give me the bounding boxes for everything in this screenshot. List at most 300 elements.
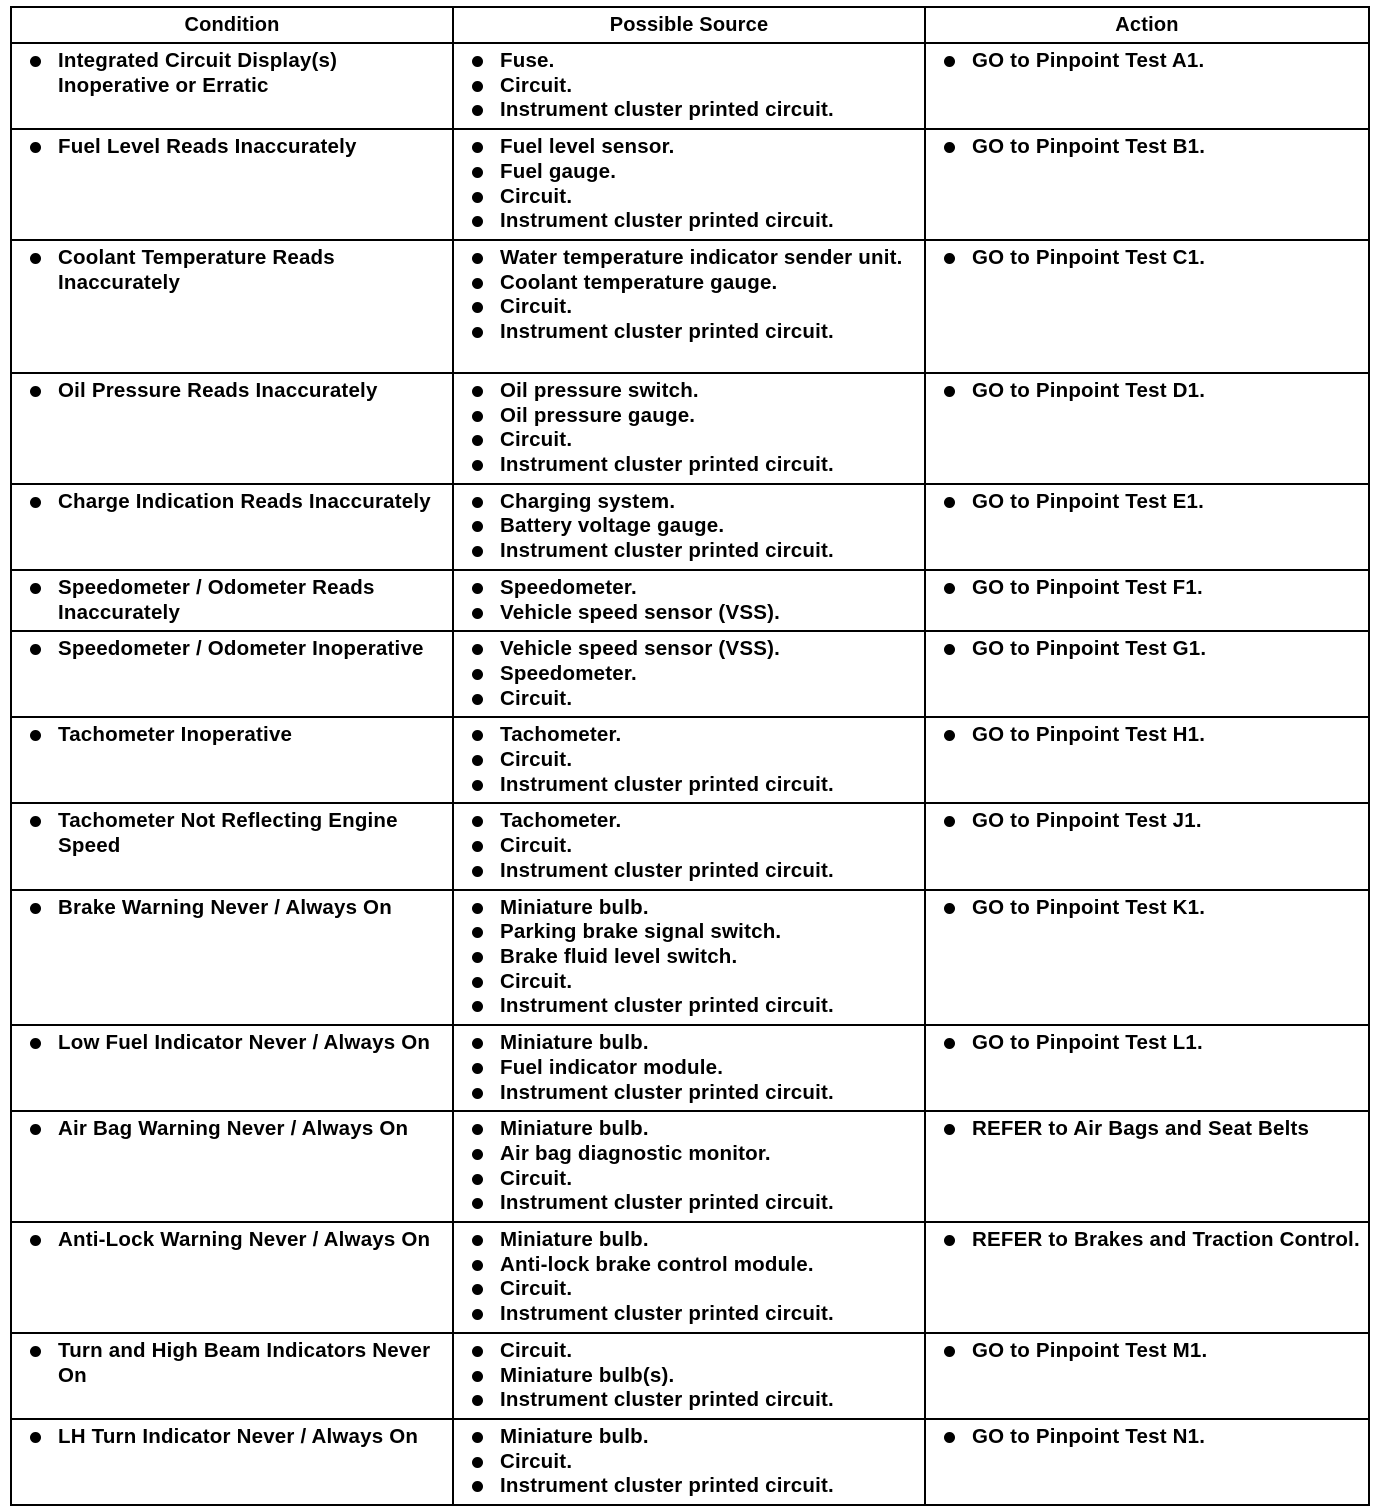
condition-cell <box>11 1025 453 1111</box>
source-item-text: Air bag diagnostic monitor. <box>500 1141 771 1165</box>
bullet-icon <box>30 1235 41 1246</box>
source-item <box>464 404 918 429</box>
bullet-icon <box>944 1235 955 1246</box>
source-item <box>464 994 918 1019</box>
source-item-text: Circuit. <box>500 73 573 97</box>
source-item <box>464 1081 918 1106</box>
source-item-text: Oil pressure gauge. <box>500 403 696 427</box>
action-item-text: GO to Pinpoint Test K1. <box>972 895 1206 919</box>
table-row <box>11 1222 1369 1333</box>
source-item <box>464 490 918 515</box>
action-cell <box>925 484 1369 570</box>
bullet-icon <box>30 142 41 153</box>
action-cell <box>925 890 1369 1026</box>
source-item-text: Vehicle speed sensor (VSS). <box>500 600 780 624</box>
condition-item <box>22 723 446 748</box>
bullet-icon <box>472 1371 483 1382</box>
bullet-icon <box>472 1457 483 1468</box>
bullet-icon <box>472 1395 483 1406</box>
source-item-text: Fuse. <box>500 49 555 72</box>
bullet-icon <box>30 816 41 827</box>
bullet-icon <box>30 253 41 264</box>
action-item <box>936 49 1362 74</box>
source-item-text: Instrument cluster printed circuit. <box>500 453 834 477</box>
bullet-icon <box>472 1174 483 1185</box>
action-item-text: GO to Pinpoint Test H1. <box>972 723 1206 747</box>
source-item-text: Circuit. <box>500 686 573 710</box>
condition-item <box>22 1228 446 1253</box>
condition-item <box>22 1339 446 1388</box>
condition-column-header: Condition <box>11 7 453 43</box>
source-item-text: Vehicle speed sensor (VSS). <box>500 637 780 661</box>
bullet-icon <box>944 142 955 153</box>
source-item <box>464 601 918 626</box>
bullet-icon <box>30 1124 41 1135</box>
action-item <box>936 1031 1362 1056</box>
possible-source-cell <box>453 1111 925 1222</box>
bullet-icon <box>472 167 483 178</box>
source-item-text: Miniature bulb. <box>500 895 649 919</box>
source-item <box>464 920 918 945</box>
source-item-text: Tachometer. <box>500 809 622 833</box>
condition-item <box>22 1031 446 1056</box>
possible-source-column-header: Possible Source <box>453 7 925 43</box>
bullet-icon <box>472 669 483 680</box>
condition-item-text: Speedometer / Odometer Reads Inaccurately <box>58 575 375 624</box>
bullet-icon <box>944 903 955 914</box>
source-item-text: Circuit. <box>500 748 573 772</box>
condition-cell <box>11 1222 453 1333</box>
table-row <box>11 1333 1369 1419</box>
source-item-text: Miniature bulb. <box>500 1228 649 1252</box>
source-item <box>464 1474 918 1499</box>
bullet-icon <box>944 253 955 264</box>
source-item <box>464 1056 918 1081</box>
condition-item-text: Coolant Temperature Reads Inaccurately <box>58 245 335 294</box>
bullet-icon <box>472 1088 483 1099</box>
source-item-text: Miniature bulb. <box>500 1031 649 1055</box>
source-item-text: Coolant temperature gauge. <box>500 270 778 294</box>
source-item <box>464 539 918 564</box>
action-item-text: REFER to Brakes and Traction Control. <box>972 1228 1360 1252</box>
condition-cell <box>11 129 453 240</box>
possible-source-cell <box>453 890 925 1026</box>
source-item <box>464 662 918 687</box>
source-item-text: Fuel indicator module. <box>500 1055 724 1079</box>
bullet-icon <box>472 1235 483 1246</box>
table-row <box>11 484 1369 570</box>
condition-cell <box>11 373 453 484</box>
source-item-text: Tachometer. <box>500 723 622 747</box>
source-item-text: Speedometer. <box>500 661 637 685</box>
condition-item <box>22 379 446 404</box>
source-item <box>464 1228 918 1253</box>
table-row <box>11 1025 1369 1111</box>
bullet-icon <box>944 386 955 397</box>
bullet-icon <box>944 1124 955 1135</box>
source-item-text: Instrument cluster printed circuit. <box>500 772 834 796</box>
bullet-icon <box>472 755 483 766</box>
table-row <box>11 803 1369 889</box>
bullet-icon <box>472 1198 483 1209</box>
bullet-icon <box>472 460 483 471</box>
source-item <box>464 1277 918 1302</box>
bullet-icon <box>30 583 41 594</box>
source-item-text: Speedometer. <box>500 575 637 599</box>
bullet-icon <box>472 583 483 594</box>
source-item-text: Instrument cluster printed circuit. <box>500 1080 834 1104</box>
bullet-icon <box>30 1346 41 1357</box>
bullet-icon <box>472 327 483 338</box>
source-item-text: Water temperature indicator sender unit. <box>500 245 903 269</box>
condition-item-text: Turn and High Beam Indicators Never On <box>58 1338 431 1387</box>
bullet-icon <box>472 644 483 655</box>
bullet-icon <box>472 142 483 153</box>
source-item-text: Instrument cluster printed circuit. <box>500 994 834 1018</box>
bullet-icon <box>472 56 483 67</box>
bullet-icon <box>472 1038 483 1049</box>
source-item <box>464 576 918 601</box>
source-item-text: Circuit. <box>500 834 573 858</box>
bullet-icon <box>30 903 41 914</box>
action-item <box>936 246 1362 271</box>
source-item <box>464 1031 918 1056</box>
action-cell <box>925 43 1369 129</box>
table-row <box>11 1419 1369 1505</box>
possible-source-cell <box>453 129 925 240</box>
bullet-icon <box>472 81 483 92</box>
bullet-icon <box>30 386 41 397</box>
table-row <box>11 570 1369 631</box>
possible-source-cell <box>453 1025 925 1111</box>
bullet-icon <box>472 927 483 938</box>
action-item <box>936 576 1362 601</box>
bullet-icon <box>472 386 483 397</box>
source-item <box>464 1167 918 1192</box>
action-item <box>936 1339 1362 1364</box>
source-item-text: Circuit. <box>500 969 573 993</box>
condition-cell <box>11 484 453 570</box>
source-item <box>464 687 918 712</box>
action-item <box>936 723 1362 748</box>
source-item <box>464 246 918 271</box>
action-item <box>936 1228 1362 1253</box>
bullet-icon <box>472 1260 483 1271</box>
source-item <box>464 1388 918 1413</box>
source-item-text: Instrument cluster printed circuit. <box>500 1388 834 1412</box>
action-item-text: GO to Pinpoint Test M1. <box>972 1338 1208 1362</box>
source-item-text: Instrument cluster printed circuit. <box>500 98 834 122</box>
condition-cell <box>11 890 453 1026</box>
source-item <box>464 1117 918 1142</box>
action-cell <box>925 1419 1369 1505</box>
bullet-icon <box>472 866 483 877</box>
table-row <box>11 43 1369 129</box>
action-item-text: GO to Pinpoint Test A1. <box>972 49 1205 72</box>
condition-cell <box>11 43 453 129</box>
bullet-icon <box>472 1309 483 1320</box>
bullet-icon <box>944 497 955 508</box>
table-row <box>11 373 1369 484</box>
source-item <box>464 748 918 773</box>
condition-item-text: Low Fuel Indicator Never / Always On <box>58 1031 431 1055</box>
bullet-icon <box>30 1038 41 1049</box>
action-item-text: GO to Pinpoint Test G1. <box>972 637 1207 661</box>
source-item-text: Instrument cluster printed circuit. <box>500 320 834 344</box>
action-cell <box>925 1222 1369 1333</box>
action-cell <box>925 631 1369 717</box>
action-item <box>936 809 1362 834</box>
bullet-icon <box>472 278 483 289</box>
action-item <box>936 1425 1362 1450</box>
bullet-icon <box>472 1149 483 1160</box>
bullet-icon <box>944 1038 955 1049</box>
bullet-icon <box>30 497 41 508</box>
source-item-text: Circuit. <box>500 1449 573 1473</box>
source-item <box>464 135 918 160</box>
condition-item-text: Fuel Level Reads Inaccurately <box>58 135 357 159</box>
condition-item-text: LH Turn Indicator Never / Always On <box>58 1424 419 1448</box>
action-cell <box>925 1111 1369 1222</box>
bullet-icon <box>944 1432 955 1443</box>
bullet-icon <box>944 56 955 67</box>
condition-item <box>22 49 446 98</box>
source-item <box>464 320 918 345</box>
bullet-icon <box>30 644 41 655</box>
source-item <box>464 1450 918 1475</box>
action-item-text: GO to Pinpoint Test B1. <box>972 135 1206 159</box>
action-cell <box>925 1025 1369 1111</box>
condition-item-text: Anti-Lock Warning Never / Always On <box>58 1228 431 1252</box>
bullet-icon <box>472 497 483 508</box>
condition-item-text: Air Bag Warning Never / Always On <box>58 1117 409 1141</box>
source-item-text: Instrument cluster printed circuit. <box>500 1191 834 1215</box>
condition-cell <box>11 717 453 803</box>
source-item-text: Instrument cluster printed circuit. <box>500 539 834 563</box>
source-item <box>464 637 918 662</box>
bullet-icon <box>472 1063 483 1074</box>
source-item-text: Circuit. <box>500 1277 573 1301</box>
source-item <box>464 428 918 453</box>
possible-source-cell <box>453 1222 925 1333</box>
condition-item-text: Speedometer / Odometer Inoperative <box>58 637 424 661</box>
source-item-text: Instrument cluster printed circuit. <box>500 1474 834 1498</box>
bullet-icon <box>472 302 483 313</box>
possible-source-cell <box>453 43 925 129</box>
condition-cell <box>11 803 453 889</box>
possible-source-cell <box>453 373 925 484</box>
condition-item-text: Charge Indication Reads Inaccurately <box>58 489 431 513</box>
action-item-text: GO to Pinpoint Test N1. <box>972 1424 1206 1448</box>
bullet-icon <box>472 903 483 914</box>
source-item <box>464 1253 918 1278</box>
condition-item-text: Brake Warning Never / Always On <box>58 895 392 919</box>
condition-item <box>22 896 446 921</box>
bullet-icon <box>472 192 483 203</box>
source-item <box>464 970 918 995</box>
action-cell <box>925 129 1369 240</box>
source-item <box>464 98 918 123</box>
condition-item <box>22 576 446 625</box>
bullet-icon <box>472 977 483 988</box>
source-item <box>464 453 918 478</box>
condition-cell <box>11 240 453 373</box>
bullet-icon <box>472 1432 483 1443</box>
bullet-icon <box>472 1346 483 1357</box>
source-item-text: Circuit. <box>500 184 573 208</box>
possible-source-cell <box>453 1333 925 1419</box>
source-item <box>464 1142 918 1167</box>
condition-item <box>22 809 446 858</box>
condition-item <box>22 637 446 662</box>
bullet-icon <box>472 435 483 446</box>
table-row <box>11 631 1369 717</box>
action-column-header: Action <box>925 7 1369 43</box>
action-item <box>936 490 1362 515</box>
bullet-icon <box>472 1124 483 1135</box>
bullet-icon <box>30 56 41 67</box>
bullet-icon <box>472 841 483 852</box>
bullet-icon <box>472 105 483 116</box>
action-cell <box>925 803 1369 889</box>
source-item <box>464 1302 918 1327</box>
source-item <box>464 295 918 320</box>
action-item-text: GO to Pinpoint Test J1. <box>972 809 1202 833</box>
action-item-text: REFER to Air Bags and Seat Belts <box>972 1117 1310 1141</box>
source-item <box>464 859 918 884</box>
source-item <box>464 271 918 296</box>
source-item <box>464 209 918 234</box>
bullet-icon <box>944 644 955 655</box>
source-item <box>464 1364 918 1389</box>
bullet-icon <box>472 253 483 264</box>
bullet-icon <box>472 730 483 741</box>
action-item-text: GO to Pinpoint Test F1. <box>972 575 1203 599</box>
possible-source-cell <box>453 570 925 631</box>
action-item-text: GO to Pinpoint Test E1. <box>972 489 1205 513</box>
bullet-icon <box>472 608 483 619</box>
table-body <box>11 43 1369 1505</box>
condition-cell <box>11 631 453 717</box>
source-item-text: Instrument cluster printed circuit. <box>500 1302 834 1326</box>
source-item <box>464 1191 918 1216</box>
source-item <box>464 49 918 74</box>
source-item-text: Miniature bulb. <box>500 1424 649 1448</box>
bullet-icon <box>472 1481 483 1492</box>
source-item <box>464 379 918 404</box>
source-item-text: Fuel gauge. <box>500 159 617 183</box>
header-row <box>11 7 1369 43</box>
action-cell <box>925 240 1369 373</box>
source-item-text: Miniature bulb(s). <box>500 1363 675 1387</box>
diagnosis-table <box>10 6 1370 1506</box>
action-item <box>936 896 1362 921</box>
condition-item-text: Tachometer Not Reflecting Engine Speed <box>58 809 398 858</box>
possible-source-cell <box>453 484 925 570</box>
source-item-text: Anti-lock brake control module. <box>500 1252 814 1276</box>
action-cell <box>925 717 1369 803</box>
table-row <box>11 240 1369 373</box>
source-item <box>464 160 918 185</box>
bullet-icon <box>472 216 483 227</box>
action-item-text: GO to Pinpoint Test D1. <box>972 378 1206 402</box>
bullet-icon <box>944 1346 955 1357</box>
source-item-text: Instrument cluster printed circuit. <box>500 209 834 233</box>
possible-source-cell <box>453 1419 925 1505</box>
source-item-text: Charging system. <box>500 489 676 513</box>
source-item-text: Circuit. <box>500 428 573 452</box>
table-header <box>11 7 1369 43</box>
source-item-text: Oil pressure switch. <box>500 378 699 402</box>
condition-cell <box>11 1419 453 1505</box>
table-row <box>11 890 1369 1026</box>
condition-item-text: Tachometer Inoperative <box>58 723 293 747</box>
bullet-icon <box>944 583 955 594</box>
bullet-icon <box>472 1001 483 1012</box>
action-cell <box>925 570 1369 631</box>
source-item-text: Parking brake signal switch. <box>500 920 782 944</box>
action-item <box>936 135 1362 160</box>
source-item <box>464 773 918 798</box>
bullet-icon <box>472 411 483 422</box>
bullet-icon <box>472 546 483 557</box>
source-item <box>464 74 918 99</box>
bullet-icon <box>472 780 483 791</box>
possible-source-cell <box>453 240 925 373</box>
table-row <box>11 1111 1369 1222</box>
condition-item-text: Integrated Circuit Display(s) Inoperative or Erratic <box>58 49 338 97</box>
source-item-text: Brake fluid level switch. <box>500 944 738 968</box>
bullet-icon <box>472 816 483 827</box>
source-item <box>464 1425 918 1450</box>
condition-cell <box>11 1111 453 1222</box>
source-item <box>464 185 918 210</box>
bullet-icon <box>30 730 41 741</box>
source-item-text: Circuit. <box>500 1338 573 1362</box>
bullet-icon <box>30 1432 41 1443</box>
source-item <box>464 1339 918 1364</box>
source-item <box>464 834 918 859</box>
action-item-text: GO to Pinpoint Test L1. <box>972 1031 1203 1055</box>
source-item-text: Instrument cluster printed circuit. <box>500 858 834 882</box>
condition-item <box>22 1425 446 1450</box>
bullet-icon <box>472 694 483 705</box>
bullet-icon <box>944 730 955 741</box>
source-item <box>464 723 918 748</box>
action-cell <box>925 1333 1369 1419</box>
action-item <box>936 1117 1362 1142</box>
source-item-text: Fuel level sensor. <box>500 135 675 159</box>
possible-source-cell <box>453 803 925 889</box>
bullet-icon <box>472 1284 483 1295</box>
source-item-text: Circuit. <box>500 1166 573 1190</box>
table-row <box>11 717 1369 803</box>
source-item <box>464 809 918 834</box>
source-item <box>464 514 918 539</box>
bullet-icon <box>472 952 483 963</box>
source-item-text: Miniature bulb. <box>500 1117 649 1141</box>
possible-source-cell <box>453 631 925 717</box>
source-item <box>464 896 918 921</box>
table-row <box>11 129 1369 240</box>
source-item <box>464 945 918 970</box>
condition-item <box>22 135 446 160</box>
condition-cell <box>11 1333 453 1419</box>
bullet-icon <box>472 521 483 532</box>
bullet-icon <box>944 816 955 827</box>
condition-item <box>22 490 446 515</box>
source-item-text: Circuit. <box>500 295 573 319</box>
